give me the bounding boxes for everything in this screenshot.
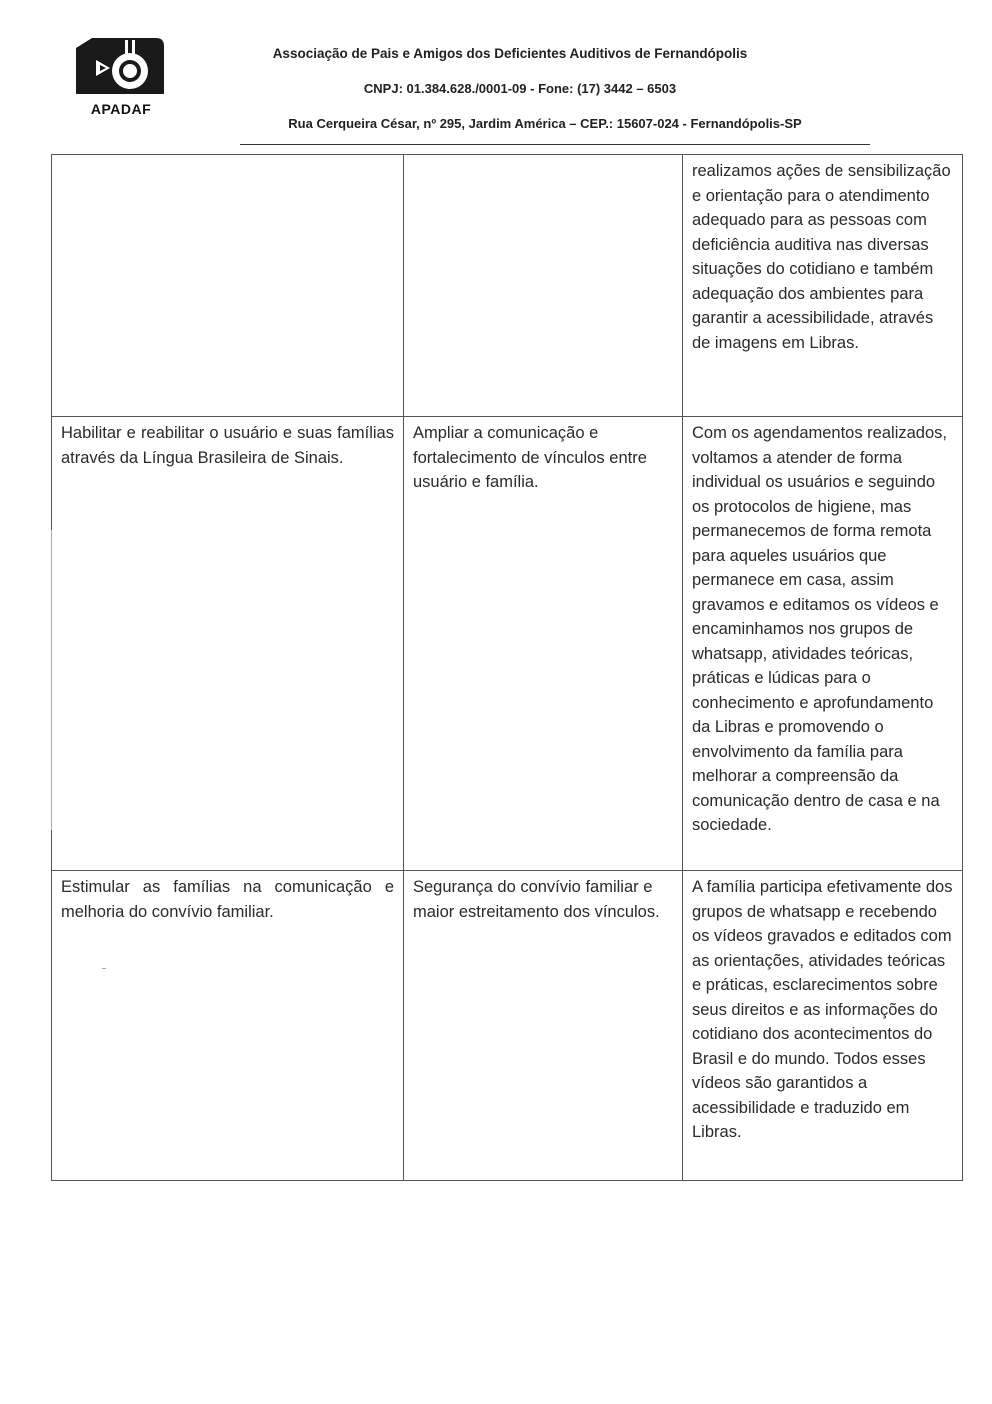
result-cell bbox=[404, 155, 683, 417]
address: Rua Cerqueira César, nº 295, Jardim América – CEP.: 15607-024 - Fernandópolis-SP bbox=[288, 116, 802, 131]
table-row bbox=[52, 155, 963, 417]
table-row bbox=[52, 871, 963, 1181]
logo-text: APADAF bbox=[90, 101, 152, 117]
objective-cell bbox=[52, 155, 404, 417]
scan-mark bbox=[102, 968, 106, 969]
activities-table bbox=[51, 154, 963, 1181]
organization-name: Associação de Pais e Amigos dos Deficientes Auditivos de Fernandópolis bbox=[272, 46, 748, 61]
result-cell: Segurança do convívio familiar e maior estreitamento dos vínculos. bbox=[404, 871, 683, 1181]
scan-mark bbox=[51, 530, 52, 830]
header-divider bbox=[240, 144, 870, 145]
objective-cell: Estimular as famílias na comunicação e melhoria do convívio familiar. bbox=[52, 871, 404, 1181]
actions-cell: A família participa efetivamente dos grupos de whatsapp e recebendo os vídeos gravados e editados com as orientações, atividades teóricas e práticas, esclarecimentos sobre seus direitos e as informações do cotidiano dos acontecimentos do Brasil e do mundo. Todos esses vídeos são garantidos a acessibilidade e traduzido em Libras. bbox=[683, 871, 963, 1181]
actions-cell: Com os agendamentos realizados, voltamos a atender de forma individual os usuários e seguindo os protocolos de higiene, mas permanecemos de forma remota para aqueles usuários que permanece em casa, assim gravamos e editamos os vídeos e encaminhamos nos grupos de whatsapp, atividades teóricas, práticas e lúdicas para o conhecimento e aprofundamento da Libras e promovendo o envolvimento da família para melhorar a compreensão da comunicação dentro de casa e na sociedade. bbox=[683, 417, 963, 871]
actions-cell: realizamos ações de sensibilização e orientação para o atendimento adequado para as pessoas com deficiência auditiva nas diversas situações do cotidiano e também adequação dos ambientes para garantir a acessibilidade, através de imagens em Libras. bbox=[683, 155, 963, 417]
result-cell: Ampliar a comunicação e fortalecimento de vínculos entre usuário e família. bbox=[404, 417, 683, 871]
cnpj-phone: CNPJ: 01.384.628./0001-09 - Fone: (17) 3442 – 6503 bbox=[363, 81, 677, 96]
table-row bbox=[52, 417, 963, 871]
objective-cell: Habilitar e reabilitar o usuário e suas famílias através da Língua Brasileira de Sinais. bbox=[52, 417, 404, 871]
